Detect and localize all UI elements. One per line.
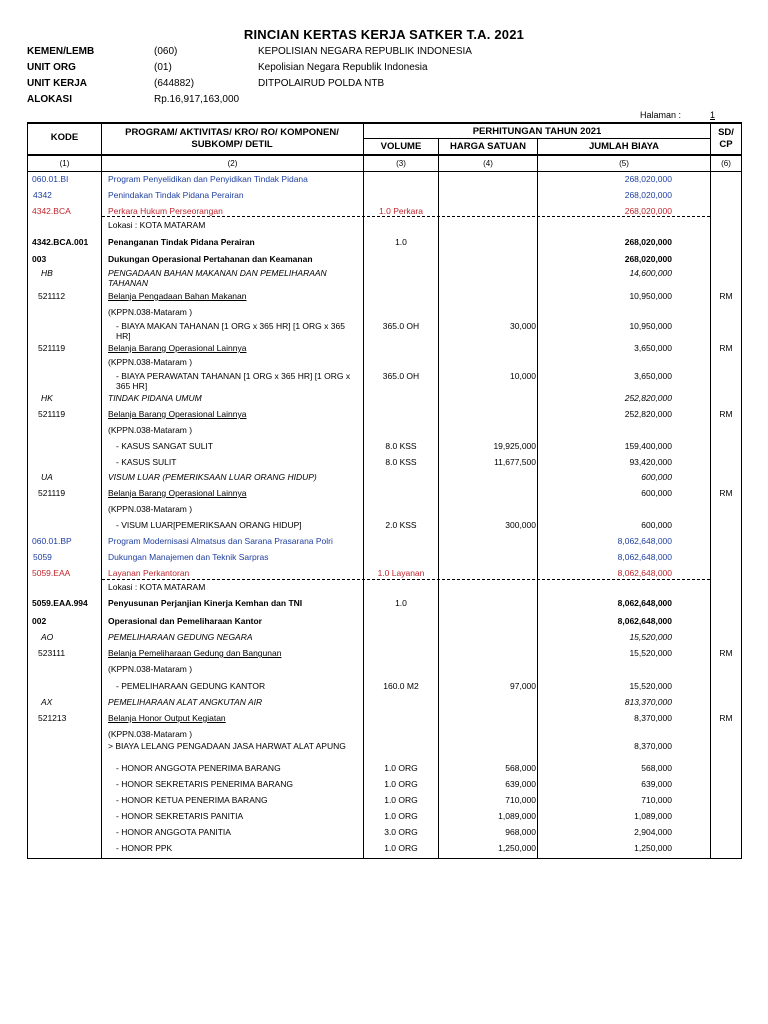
table-row [0, 393, 768, 407]
row-jumlah-biaya: 710,000 [641, 795, 672, 805]
row-kode: 521112 [38, 291, 66, 301]
row-description: - HONOR ANGGOTA PENERIMA BARANG [116, 763, 281, 773]
table-row [0, 220, 768, 234]
row-sd-cp: RM [719, 409, 733, 419]
row-volume: 160.0 M2 [383, 681, 419, 691]
table-row [0, 520, 768, 534]
row-description: Lokasi : KOTA MATARAM [108, 220, 206, 230]
row-description: PEMELIHARAAN GEDUNG NEGARA [108, 632, 253, 642]
row-description: - PEMELIHARAAN GEDUNG KANTOR [116, 681, 266, 691]
row-kode: 003 [32, 254, 47, 264]
header-volume: VOLUME [380, 141, 422, 152]
meta-value: KEPOLISIAN NEGARA REPUBLIK INDONESIA [258, 46, 472, 57]
row-jumlah-biaya: 813,370,000 [624, 697, 672, 707]
row-jumlah-biaya: 10,950,000 [629, 291, 672, 301]
row-description: (KPPN.038-Mataram ) [108, 504, 193, 514]
row-volume: 1.0 Layanan [377, 568, 425, 578]
row-description: Dukungan Operasional Pertahanan dan Keamanan [108, 254, 313, 264]
row-description: (KPPN.038-Mataram ) [108, 664, 193, 674]
row-kode: 4342.BCA.001 [32, 237, 89, 247]
document-title: RINCIAN KERTAS KERJA SATKER T.A. 2021 [243, 27, 525, 42]
row-description: - HONOR KETUA PENERIMA BARANG [116, 795, 268, 805]
table-row [0, 321, 768, 341]
row-jumlah-biaya: 8,062,648,000 [617, 552, 672, 562]
col-number: (2) [227, 159, 238, 168]
row-jumlah-biaya: 600,000 [641, 488, 672, 498]
row-description: Layanan Perkantoran [108, 568, 190, 578]
meta-code: (060) [154, 46, 178, 57]
table-row [0, 291, 768, 305]
row-description: - KASUS SULIT [116, 457, 177, 467]
row-kode: 5059.EAA [32, 568, 71, 578]
table-row [0, 343, 768, 357]
table-row [0, 371, 768, 391]
row-harga-satuan: 1,089,000 [498, 811, 536, 821]
row-volume: 1.0 [395, 237, 407, 247]
row-jumlah-biaya: 268,020,000 [624, 237, 672, 247]
table-row [0, 472, 768, 486]
row-sd-cp: RM [719, 291, 733, 301]
row-harga-satuan: 97,000 [510, 681, 536, 691]
col-number: (1) [59, 159, 70, 168]
row-jumlah-biaya: 600,000 [641, 520, 672, 530]
row-volume: 1.0 ORG [384, 779, 418, 789]
row-jumlah-biaya: 14,600,000 [629, 268, 672, 278]
row-jumlah-biaya: 8,062,648,000 [617, 536, 672, 546]
row-description: Program Modernisasi Almatsus dan Sarana Prasarana Polri [108, 536, 333, 546]
meta-value: DITPOLAIRUD POLDA NTB [258, 78, 385, 89]
row-kode: UA [41, 472, 53, 482]
table-row [0, 488, 768, 502]
row-volume: 8.0 KSS [385, 457, 417, 467]
row-jumlah-biaya: 8,062,648,000 [617, 598, 672, 608]
row-description: (KPPN.038-Mataram ) [108, 307, 193, 317]
table-row [0, 409, 768, 423]
row-jumlah-biaya: 568,000 [641, 763, 672, 773]
row-description: VISUM LUAR (PEMERIKSAAN LUAR ORANG HIDUP) [108, 472, 317, 482]
number-row-border [27, 171, 742, 172]
header-mid-border [363, 138, 710, 139]
row-description: (KPPN.038-Mataram ) [108, 425, 193, 435]
header-top-border [27, 122, 742, 124]
row-jumlah-biaya: 600,000 [641, 472, 672, 482]
table-row [0, 552, 768, 566]
table-row [0, 795, 768, 809]
col-number: (4) [483, 159, 493, 168]
row-kode: 060.01.BI [32, 174, 69, 184]
row-sd-cp: RM [719, 648, 733, 658]
row-description: (KPPN.038-Mataram ) [108, 357, 193, 367]
row-jumlah-biaya: 15,520,000 [629, 681, 672, 691]
row-jumlah-biaya: 2,904,000 [634, 827, 672, 837]
row-volume: 1.0 Perkara [379, 206, 423, 216]
page-label: Halaman : [640, 110, 682, 120]
meta-key: ALOKASI [27, 94, 72, 105]
row-volume: 365.0 OH [382, 371, 420, 381]
table-row [0, 713, 768, 727]
row-sd-cp: RM [719, 488, 733, 498]
table-row [0, 632, 768, 646]
row-kode: AX [41, 697, 53, 707]
row-jumlah-biaya: 8,370,000 [634, 741, 672, 751]
row-kode: 521119 [38, 488, 66, 498]
row-harga-satuan: 568,000 [505, 763, 536, 773]
row-kode: 521119 [38, 409, 66, 419]
table-row [0, 582, 768, 596]
row-description: Program Penyelidikan dan Penyidikan Tindak Pidana [108, 174, 308, 184]
row-description: Dukungan Manajemen dan Teknik Sarpras [108, 552, 269, 562]
header-perhitungan: PERHITUNGAN TAHUN 2021 [472, 126, 602, 137]
row-jumlah-biaya: 93,420,000 [629, 457, 672, 467]
row-sd-cp: RM [719, 343, 733, 353]
row-kode: 5059.EAA.994 [32, 598, 88, 608]
row-harga-satuan: 11,677,500 [494, 457, 536, 467]
row-description: Belanja Barang Operasional Lainnya [108, 343, 247, 353]
table-row [0, 648, 768, 662]
page-number: 1 [710, 110, 716, 120]
row-description: Penanganan Tindak Pidana Perairan [108, 237, 255, 247]
row-jumlah-biaya: 252,820,000 [624, 409, 672, 419]
header-sd: SD/ CP [718, 127, 734, 150]
header-program: PROGRAM/ AKTIVITAS/ KRO/ RO/ KOMPONEN/ SUBKOMP/ DETIL [125, 127, 339, 150]
row-description: Belanja Pemeliharaan Gedung dan Bangunan [108, 648, 282, 658]
row-kode: 4342.BCA [32, 206, 71, 216]
row-description: Belanja Honor Output Kegiatan [108, 713, 226, 723]
header-bottom-border [27, 154, 742, 156]
meta-code: Rp.16,917,163,000 [154, 94, 240, 105]
row-description: - VISUM LUAR[PEMERIKSAAN ORANG HIDUP] [116, 520, 302, 530]
row-harga-satuan: 968,000 [505, 827, 536, 837]
table-row [0, 811, 768, 825]
table-row [0, 357, 768, 371]
row-description: - BIAYA PERAWATAN TAHANAN [1 ORG x 365 HR] [1 ORG x 365 HR] [116, 371, 351, 391]
row-kode: AO [41, 632, 54, 642]
row-jumlah-biaya: 8,062,648,000 [617, 616, 672, 626]
table-row [0, 616, 768, 630]
table-row [0, 779, 768, 793]
table-row [0, 536, 768, 550]
row-jumlah-biaya: 639,000 [641, 779, 672, 789]
row-volume: 2.0 KSS [385, 520, 417, 530]
row-description: Perkara Hukum Perseorangan [108, 206, 223, 216]
row-jumlah-biaya: 1,250,000 [634, 843, 672, 853]
row-harga-satuan: 19,925,000 [493, 441, 536, 451]
row-volume: 1.0 [395, 598, 407, 608]
row-kode: 4342 [33, 190, 52, 200]
row-volume: 1.0 ORG [384, 843, 418, 853]
col-number: (6) [721, 159, 731, 168]
row-jumlah-biaya: 10,950,000 [629, 321, 672, 331]
row-jumlah-biaya: 268,020,000 [624, 206, 672, 216]
table-row [0, 664, 768, 678]
row-description: TINDAK PIDANA UMUM [108, 393, 202, 403]
row-volume: 3.0 ORG [384, 827, 418, 837]
table-row [0, 504, 768, 518]
row-description: - BIAYA MAKAN TAHANAN [1 ORG x 365 HR] [1 ORG x 365 HR] [116, 321, 345, 341]
row-kode: 5059 [33, 552, 52, 562]
header-jumlah: JUMLAH BIAYA [588, 141, 660, 152]
row-sd-cp: RM [719, 713, 733, 723]
row-description: - HONOR PPK [116, 843, 173, 853]
row-harga-satuan: 10,000 [510, 371, 536, 381]
row-harga-satuan: 30,000 [510, 321, 536, 331]
table-row [0, 425, 768, 439]
table-row [0, 190, 768, 204]
header-kode: KODE [50, 132, 79, 143]
row-kode: HB [41, 268, 53, 278]
table-row [0, 843, 768, 857]
row-jumlah-biaya: 3,650,000 [634, 371, 672, 381]
row-volume: 1.0 ORG [384, 811, 418, 821]
row-description: Belanja Pengadaan Bahan Makanan [108, 291, 247, 301]
meta-key: UNIT ORG [27, 62, 76, 73]
table-row [0, 441, 768, 455]
table-row [0, 568, 768, 582]
row-jumlah-biaya: 159,400,000 [624, 441, 672, 451]
row-description: Operasional dan Pemeliharaan Kantor [108, 616, 262, 626]
table-row [0, 268, 768, 288]
row-harga-satuan: 710,000 [505, 795, 536, 805]
row-kode: 521119 [38, 343, 66, 353]
row-kode: 002 [32, 616, 47, 626]
table-row [0, 763, 768, 777]
meta-code: (01) [154, 62, 172, 73]
row-jumlah-biaya: 3,650,000 [634, 343, 672, 353]
row-harga-satuan: 1,250,000 [498, 843, 536, 853]
row-description: Belanja Barang Operasional Lainnya [108, 409, 247, 419]
table-row [0, 174, 768, 188]
row-description: - HONOR SEKRETARIS PENERIMA BARANG [116, 779, 293, 789]
row-jumlah-biaya: 8,370,000 [634, 713, 672, 723]
row-description: (KPPN.038-Mataram ) [108, 729, 193, 739]
row-harga-satuan: 639,000 [505, 779, 536, 789]
row-description: Penindakan Tindak Pidana Perairan [108, 190, 244, 200]
table-row [0, 697, 768, 711]
row-description: PEMELIHARAAN ALAT ANGKUTAN AIR [108, 697, 263, 707]
col-number: (5) [619, 159, 629, 168]
table-row [0, 827, 768, 841]
row-description: PENGADAAN BAHAN MAKANAN DAN PEMELIHARAAN TAHANAN [108, 268, 327, 288]
row-jumlah-biaya: 8,062,648,000 [617, 568, 672, 578]
table-row [0, 206, 768, 220]
row-volume: 365.0 OH [382, 321, 420, 331]
row-kode: 521213 [38, 713, 67, 723]
row-jumlah-biaya: 15,520,000 [629, 632, 672, 642]
row-jumlah-biaya: 268,020,000 [624, 174, 672, 184]
row-description: Penyusunan Perjanjian Kinerja Kemhan dan TNI [108, 598, 303, 608]
table-row [0, 681, 768, 695]
table-bottom-border [27, 858, 742, 859]
header-harga: HARGA SATUAN [450, 141, 526, 152]
row-description: - HONOR ANGGOTA PANITIA [116, 827, 231, 837]
table-row [0, 598, 768, 612]
table-row [0, 237, 768, 251]
row-description: - KASUS SANGAT SULIT [116, 441, 213, 451]
table-row [0, 307, 768, 321]
meta-value: Kepolisian Negara Republik Indonesia [258, 62, 428, 73]
table-row [0, 254, 768, 268]
row-kode: 523111 [38, 648, 66, 658]
meta-code: (644882) [154, 78, 195, 89]
table-row [0, 457, 768, 471]
meta-key: KEMEN/LEMB [27, 46, 95, 57]
row-description: > BIAYA LELANG PENGADAAN JASA HARWAT ALAT APUNG [108, 741, 346, 751]
row-kode: 060.01.BP [32, 536, 72, 546]
row-jumlah-biaya: 268,020,000 [624, 254, 672, 264]
row-jumlah-biaya: 252,820,000 [624, 393, 672, 403]
row-volume: 1.0 ORG [384, 763, 418, 773]
row-description: Lokasi : KOTA MATARAM [108, 582, 206, 592]
row-volume: 8.0 KSS [385, 441, 417, 451]
row-kode: HK [41, 393, 53, 403]
row-description: - HONOR SEKRETARIS PANITIA [116, 811, 244, 821]
row-harga-satuan: 300,000 [505, 520, 536, 530]
row-jumlah-biaya: 1,089,000 [634, 811, 672, 821]
meta-key: UNIT KERJA [27, 78, 88, 89]
row-description: Belanja Barang Operasional Lainnya [108, 488, 247, 498]
table-row [0, 741, 768, 755]
row-jumlah-biaya: 15,520,000 [629, 648, 672, 658]
col-number: (3) [396, 159, 406, 168]
row-jumlah-biaya: 268,020,000 [624, 190, 672, 200]
row-volume: 1.0 ORG [384, 795, 418, 805]
